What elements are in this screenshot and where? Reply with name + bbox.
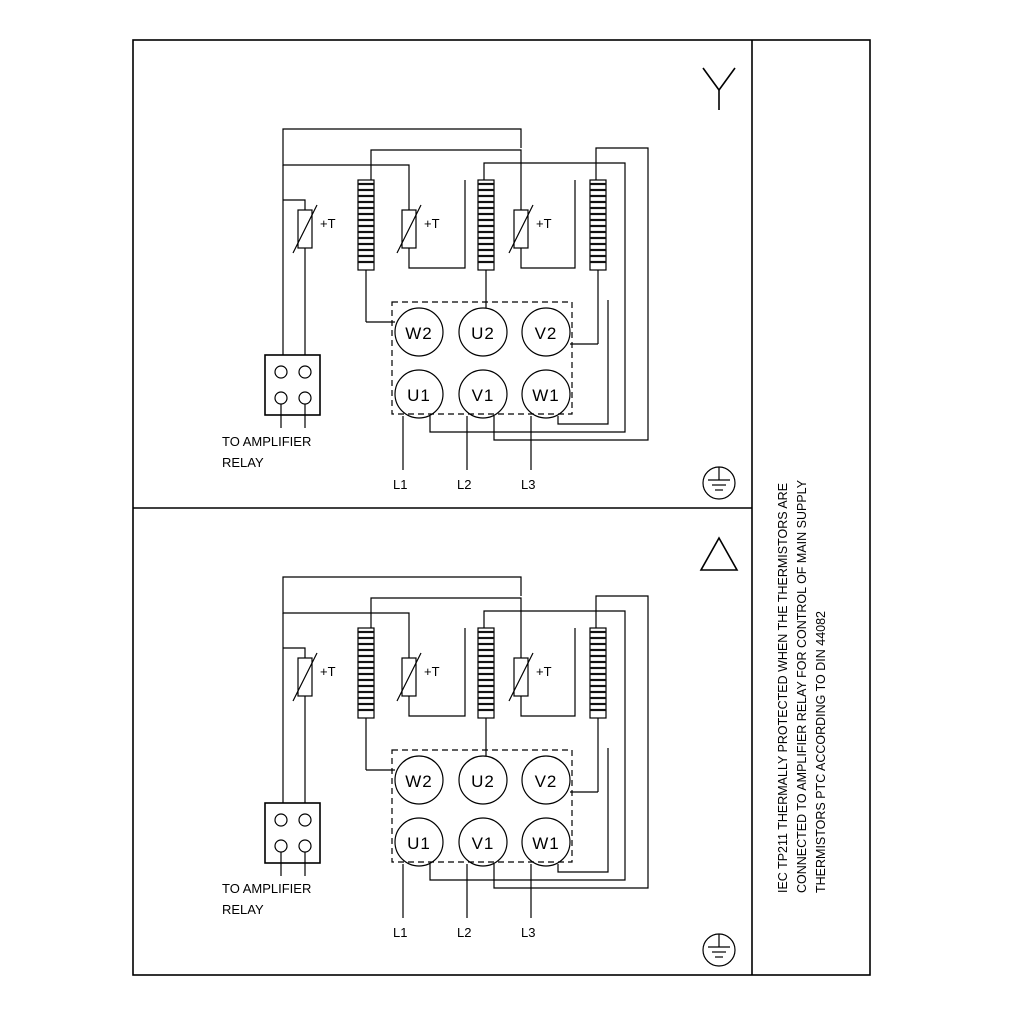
amplifier-label-line1-delta: TO AMPLIFIER	[222, 881, 312, 896]
diagram-frame	[133, 40, 870, 975]
terminal-u1-delta: U1	[407, 834, 431, 853]
terminal-u2-star: U2	[471, 324, 495, 343]
thermistors-star	[293, 205, 552, 253]
terminals-bottom-star	[395, 370, 570, 418]
side-note-line1: IEC TP211 THERMALLY PROTECTED WHEN THE THERMISTORS ARE	[776, 482, 790, 893]
terminal-w1-delta: W1	[532, 834, 560, 853]
motor-windings-delta	[358, 628, 606, 718]
terminals-top-delta	[395, 756, 570, 804]
thermistor-1	[293, 205, 336, 253]
thermistor-label-3: +T	[536, 216, 552, 231]
thermistor-label-1: +T	[320, 216, 336, 231]
terminal-v2-star: V2	[534, 324, 558, 343]
supply-label-l3-star: L3	[521, 477, 536, 492]
side-note-line2: CONNECTED TO AMPLIFIER RELAY FOR CONTROL OF MAIN SUPPLY	[795, 479, 809, 893]
supply-label-l1-star: L1	[393, 477, 408, 492]
amplifier-terminal-block-star	[265, 355, 320, 428]
supply-label-l2-delta: L2	[457, 925, 472, 940]
thermistor-3-delta	[509, 653, 552, 701]
motor-windings-star	[358, 180, 606, 270]
thermistor-label-1-delta: +T	[320, 664, 336, 679]
delta-triangle-symbol	[701, 538, 737, 570]
amplifier-label-line2-star: RELAY	[222, 455, 264, 470]
thermistor-2	[397, 205, 440, 253]
terminal-v1-star: V1	[471, 386, 495, 405]
terminal-v2-delta: V2	[534, 772, 558, 791]
side-note	[776, 479, 828, 893]
thermistor-label-2-delta: +T	[424, 664, 440, 679]
side-note-line3: THERMISTORS PTC ACCORDING TO DIN 44082	[814, 610, 828, 893]
earth-ground-symbol-delta	[703, 934, 735, 966]
panel-star	[222, 68, 735, 499]
terminal-u2-delta: U2	[471, 772, 495, 791]
supply-label-l1-delta: L1	[393, 925, 408, 940]
terminal-w2-star: W2	[405, 324, 433, 343]
terminal-u1-star: U1	[407, 386, 431, 405]
star-wye-symbol	[703, 68, 735, 110]
terminals-bottom-delta	[395, 818, 570, 866]
amplifier-terminal-block-delta	[265, 803, 320, 876]
panel-delta	[222, 538, 737, 966]
thermistor-label-3-delta: +T	[536, 664, 552, 679]
amplifier-label-line2-delta: RELAY	[222, 902, 264, 917]
terminal-w1-star: W1	[532, 386, 560, 405]
thermistor-3	[509, 205, 552, 253]
thermistor-1-delta	[293, 653, 336, 701]
terminals-top-star	[395, 308, 570, 356]
terminal-v1-delta: V1	[471, 834, 495, 853]
earth-ground-symbol-star	[703, 467, 735, 499]
amplifier-label-line1-star: TO AMPLIFIER	[222, 434, 312, 449]
thermistor-2-delta	[397, 653, 440, 701]
thermistor-label-2: +T	[424, 216, 440, 231]
supply-label-l2-star: L2	[457, 477, 472, 492]
thermistors-delta	[293, 653, 552, 701]
supply-label-l3-delta: L3	[521, 925, 536, 940]
terminal-w2-delta: W2	[405, 772, 433, 791]
